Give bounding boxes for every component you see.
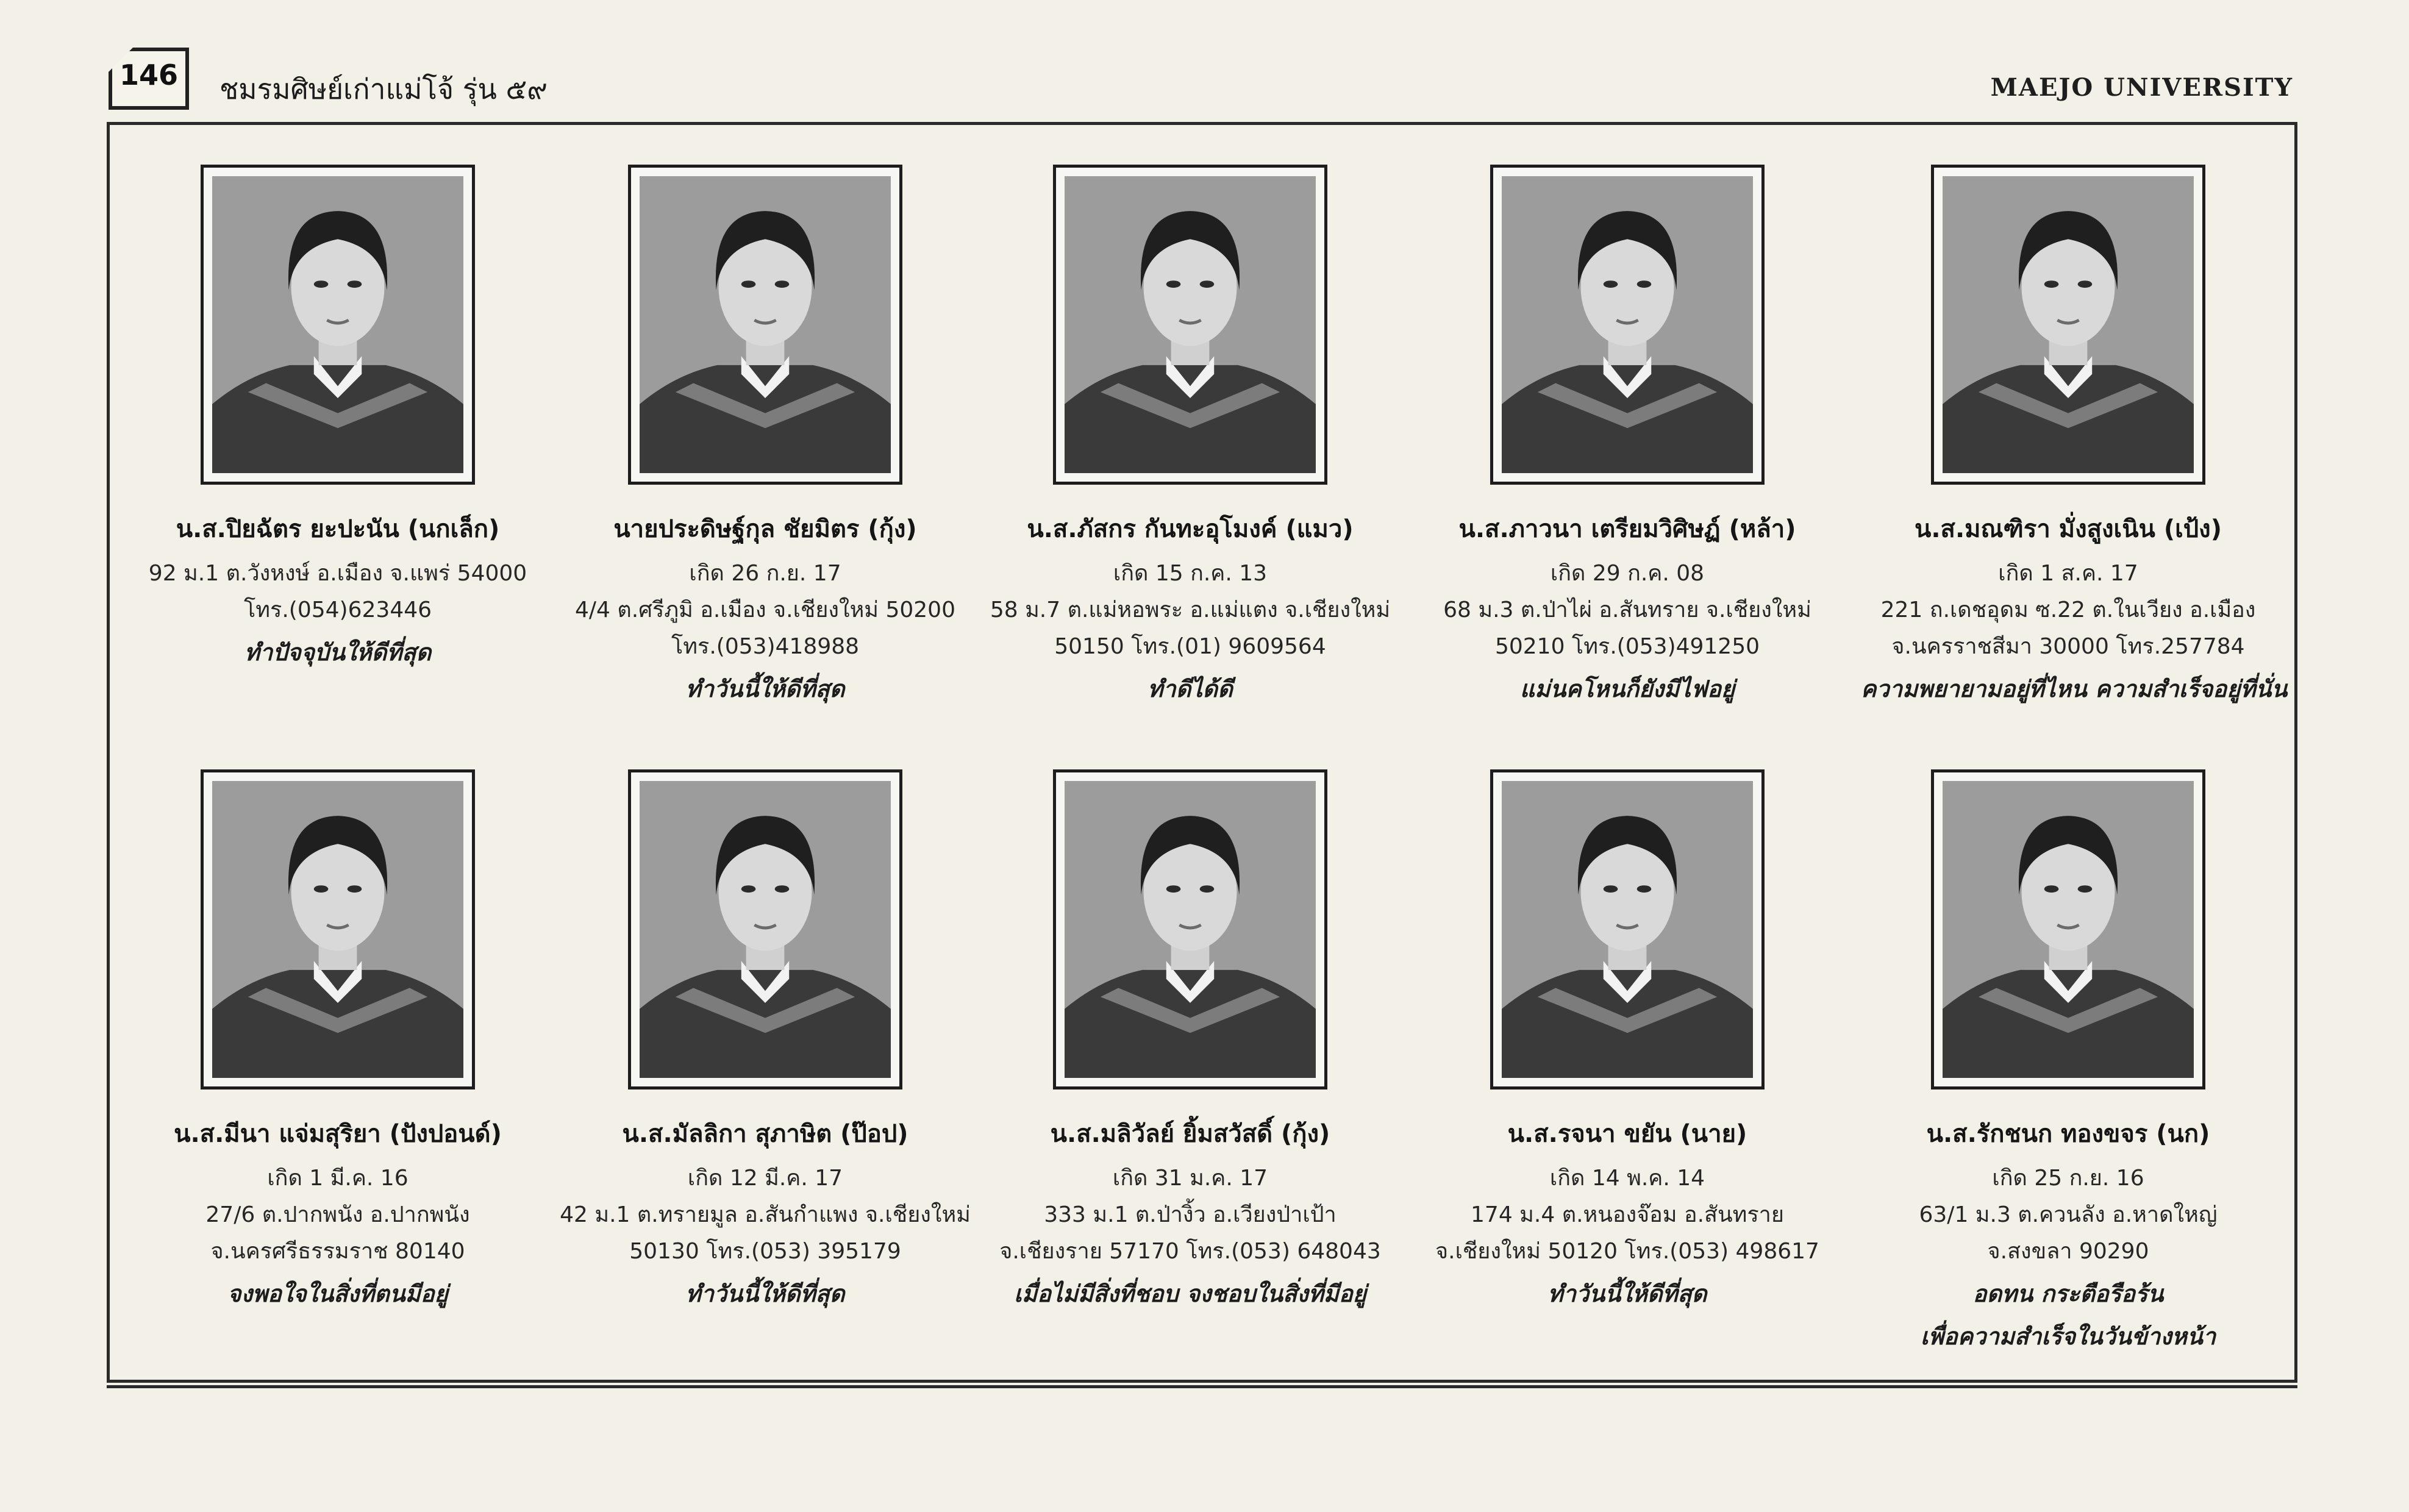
person-detail: จ.สงขลา 90290 [1987,1239,2149,1264]
person-name: น.ส.ปิยฉัตร ยะปะนัน (นกเล็ก) [176,515,500,543]
person-name: น.ส.มลิวัลย์ ยิ้มสวัสดิ์ (กุ้ง) [1050,1120,1330,1148]
portrait-photo [1490,769,1765,1089]
person-detail: 174 ม.4 ต.หนองจ๊อม อ.สันทราย [1471,1202,1784,1227]
person-detail: โทร.(054)623446 [243,597,432,622]
person-name: น.ส.รจนา ขยัน (นาย) [1507,1120,1747,1148]
person-motto: อดทน กระตือรือร้น [1972,1280,2164,1307]
person-detail: 50210 โทร.(053)491250 [1494,634,1760,659]
portrait-photo [628,769,902,1089]
portrait-image [1065,176,1316,473]
portrait-image [1502,176,1753,473]
person-card [130,165,545,671]
person-detail: 50130 โทร.(053) 395179 [629,1239,901,1264]
person-detail: จ.นครราชสีมา 30000 โทร.257784 [1891,634,2245,659]
portrait-photo [1931,769,2205,1089]
person-detail: เกิด 25 ก.ย. 16 [1992,1166,2144,1191]
portrait-image [640,781,891,1078]
person-motto: จงพอใจในสิ่งที่ตนมีอยู่ [227,1280,448,1307]
person-detail: โทร.(053)418988 [671,634,860,659]
person-motto: ความพยายามอยู่ที่ไหน ความสำเร็จอยู่ที่นั่น [1861,675,2288,702]
person-detail: 4/4 ต.ศรีภูมิ อ.เมือง จ.เชียงใหม่ 50200 [575,597,955,622]
person-detail: 42 ม.1 ต.ทรายมูล อ.สันกำแพง จ.เชียงใหม่ [560,1202,971,1227]
person-name: น.ส.มณฑิรา มั่งสูงเนิน (เป้ง) [1915,515,2222,543]
bottom-rule [107,1385,2297,1388]
person-motto: ทำวันนี้ให้ดีที่สุด [685,1280,845,1307]
person-motto: ทำวันนี้ให้ดีที่สุด [685,675,845,702]
header-university: MAEJO UNIVERSITY [1990,73,2293,102]
person-card [1420,165,1835,708]
page-header [0,0,2409,122]
person-detail: เกิด 31 ม.ค. 17 [1112,1166,1268,1191]
person-detail: เกิด 26 ก.ย. 17 [689,561,841,586]
person-detail: จ.เชียงใหม่ 50120 โทร.(053) 498617 [1435,1239,1819,1264]
person-detail: เกิด 1 มี.ค. 16 [267,1166,409,1191]
person-card [983,769,1397,1313]
person-detail: เกิด 29 ก.ค. 08 [1550,561,1705,586]
person-card [1861,165,2288,708]
page-number-box [109,48,189,110]
person-card [558,165,973,708]
person-detail: เกิด 12 มี.ค. 17 [687,1166,843,1191]
person-motto: ทำดีได้ดี [1147,675,1233,702]
header-title: ชมรมศิษย์เก่าแม่โจ้ รุ่น ๕๙ [219,73,548,105]
portrait-photo [201,769,475,1089]
portrait-image [640,176,891,473]
person-name: น.ส.มัลลิกา สุภาษิต (ป๊อป) [622,1120,908,1148]
page-number: 146 [119,59,179,91]
person-detail: 68 ม.3 ต.ป่าไผ่ อ.สันทราย จ.เชียงใหม่ [1443,597,1811,622]
person-detail: 27/6 ต.ปากพนัง อ.ปากพนัง [205,1202,470,1227]
portrait-image [1502,781,1753,1078]
person-detail: 92 ม.1 ต.วังหงษ์ อ.เมือง จ.แพร่ 54000 [148,561,527,586]
person-detail: 333 ม.1 ต.ป่างิ้ว อ.เวียงป่าเป้า [1044,1202,1337,1227]
portrait-image [1065,781,1316,1078]
person-detail: 221 ถ.เดชอุดม ซ.22 ต.ในเวียง อ.เมือง [1880,597,2256,622]
person-card [983,165,1397,708]
portrait-photo [1053,769,1327,1089]
person-card [130,769,545,1313]
person-detail: 58 ม.7 ต.แม่หอพระ อ.แม่แตง จ.เชียงใหม่ [990,597,1391,622]
person-detail: จ.นครศรีธรรมราช 80140 [210,1239,465,1264]
portrait-photo [1490,165,1765,485]
person-name: น.ส.ภาวนา เตรียมวิศิษฏ์ (หล้า) [1458,515,1796,543]
person-detail: 63/1 ม.3 ต.ควนลัง อ.หาดใหญ่ [1919,1202,2218,1227]
person-motto: เมื่อไม่มีสิ่งที่ชอบ จงชอบในสิ่งที่มีอยู่ [1014,1280,1366,1307]
portrait-image [1943,781,2194,1078]
portrait-photo [1053,165,1327,485]
person-detail: เกิด 1 ส.ค. 17 [1998,561,2138,586]
person-card [558,769,973,1313]
person-name: น.ส.ภัสกร กันทะอุโมงค์ (แมว) [1027,515,1354,543]
person-motto: แม่นคโหนก็ยังมีไฟอยู่ [1519,675,1735,702]
person-name: นายประดิษฐ์กุล ชัยมิตร (กุ้ง) [613,515,917,543]
person-detail: เกิด 14 พ.ค. 14 [1549,1166,1705,1191]
person-name: น.ส.มีนา แจ่มสุริยา (ปังปอนด์) [174,1120,502,1148]
person-card [1861,769,2275,1355]
portrait-image [212,176,463,473]
person-detail: เกิด 15 ก.ค. 13 [1113,561,1268,586]
person-card [1420,769,1835,1313]
person-motto: เพื่อความสำเร็จในวันข้างหน้า [1920,1322,2216,1350]
portrait-image [1943,176,2194,473]
person-name: น.ส.รักชนก ทองขจร (นก) [1926,1120,2210,1148]
person-motto: ทำวันนี้ให้ดีที่สุด [1547,1280,1707,1307]
portrait-photo [628,165,902,485]
person-detail: 50150 โทร.(01) 9609564 [1054,634,1326,659]
portrait-photo [201,165,475,485]
portrait-image [212,781,463,1078]
person-motto: ทำปัจจุบันให้ดีที่สุด [244,638,432,666]
person-detail: จ.เชียงราย 57170 โทร.(053) 648043 [999,1239,1381,1264]
portrait-photo [1931,165,2205,485]
